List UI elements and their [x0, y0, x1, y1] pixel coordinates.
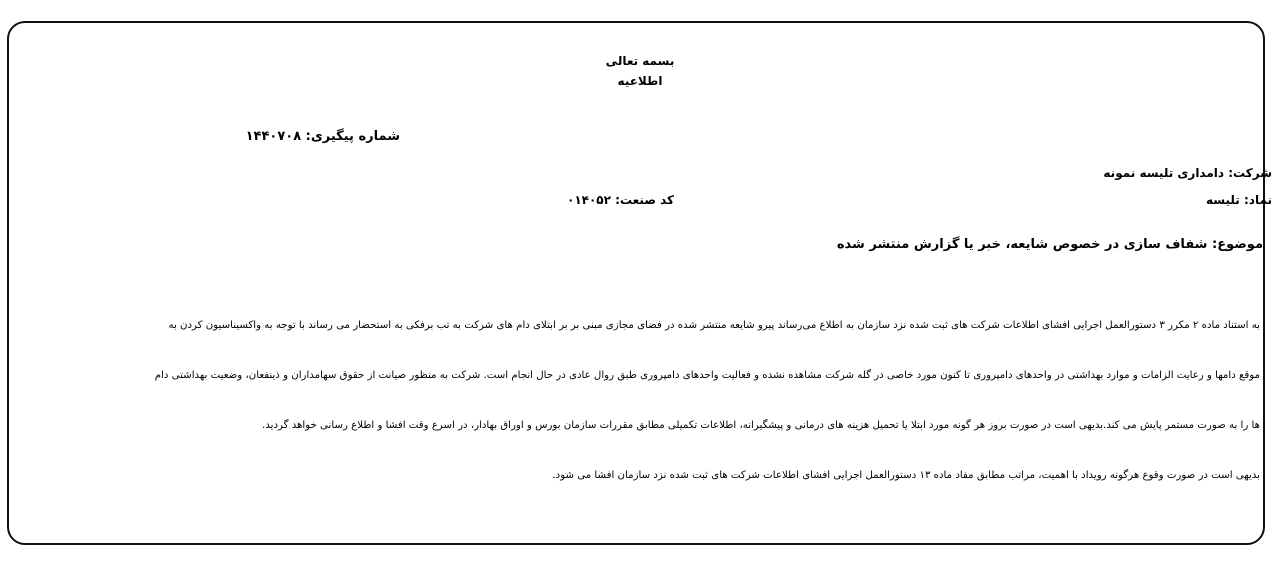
- bismillah-heading: بسمه تعالی: [605, 54, 675, 68]
- industry-code-value: ۰۱۴۰۵۲: [567, 193, 611, 207]
- industry-code-line: [567, 193, 674, 207]
- body-line-3: ها را به صورت مستمر پایش می کند.بدیهی است در صورت بروز هر گونه مورد ابتلا یا تحمیل هزینه های درمانی و پیشگیرانه، اطلاعات تکمیلی مطابق مقررات سازمان بورس و اوراق بهادار، در اسرع وقت افشا و اطلاع رسانی خواهد گردید.: [262, 420, 1260, 431]
- body-line-1: به استناد ماده ۲ مکرر ۳ دستورالعمل اجرایی افشای اطلاعات شرکت های ثبت شده نزد سازمان به اطلاع می‌رساند پیرو شایعه منتشر شده در فضای مجازی مبنی بر بر ابتلای دام های شرکت به تب برفکی به استحضار می رساند با توجه به واکسیناسیون کردن به: [168, 320, 1260, 331]
- body-line-4: بدیهی است در صورت وقوع هرگونه رویداد با اهمیت، مراتب مطابق مفاد ماده ۱۳ دستورالعمل اجرایی افشای اطلاعات شرکت های ثبت شده نزد سازمان افشا می شود.: [552, 470, 1260, 481]
- body-line-2: موقع دامها و رعایت الزامات و موارد بهداشتی در واحدهای دامپروری تا کنون مورد خاصی در گله شرکت مشاهده نشده و فعالیت واحدهای دامپروری طبق روال عادی در حال انجام است. شرکت به منظور صیانت از حقوق سهامداران و ذینفعان، وضعیت بهداشتی دام: [154, 370, 1260, 381]
- industry-code-label: کد صنعت:: [615, 193, 674, 207]
- subject-value: شفاف سازی در خصوص شایعه، خبر یا گزارش منتشر شده: [836, 237, 1208, 252]
- symbol-line: [1206, 193, 1272, 207]
- tracking-label: شماره پیگیری:: [305, 129, 400, 144]
- company-name: دامداری تلیسه نمونه: [1103, 166, 1225, 180]
- tracking-number: [246, 129, 400, 144]
- tracking-value: ۱۴۴۰۷۰۸: [245, 129, 302, 144]
- company-line: [1103, 166, 1272, 180]
- symbol-value: تلیسه: [1206, 193, 1240, 207]
- company-label: شرکت:: [1228, 166, 1272, 180]
- symbol-label: نماد:: [1243, 193, 1272, 207]
- subject-line: [837, 237, 1263, 252]
- document-frame: [7, 21, 1265, 545]
- subject-label: موضوع:: [1212, 237, 1263, 252]
- announcement-title: اطلاعیه: [617, 74, 663, 88]
